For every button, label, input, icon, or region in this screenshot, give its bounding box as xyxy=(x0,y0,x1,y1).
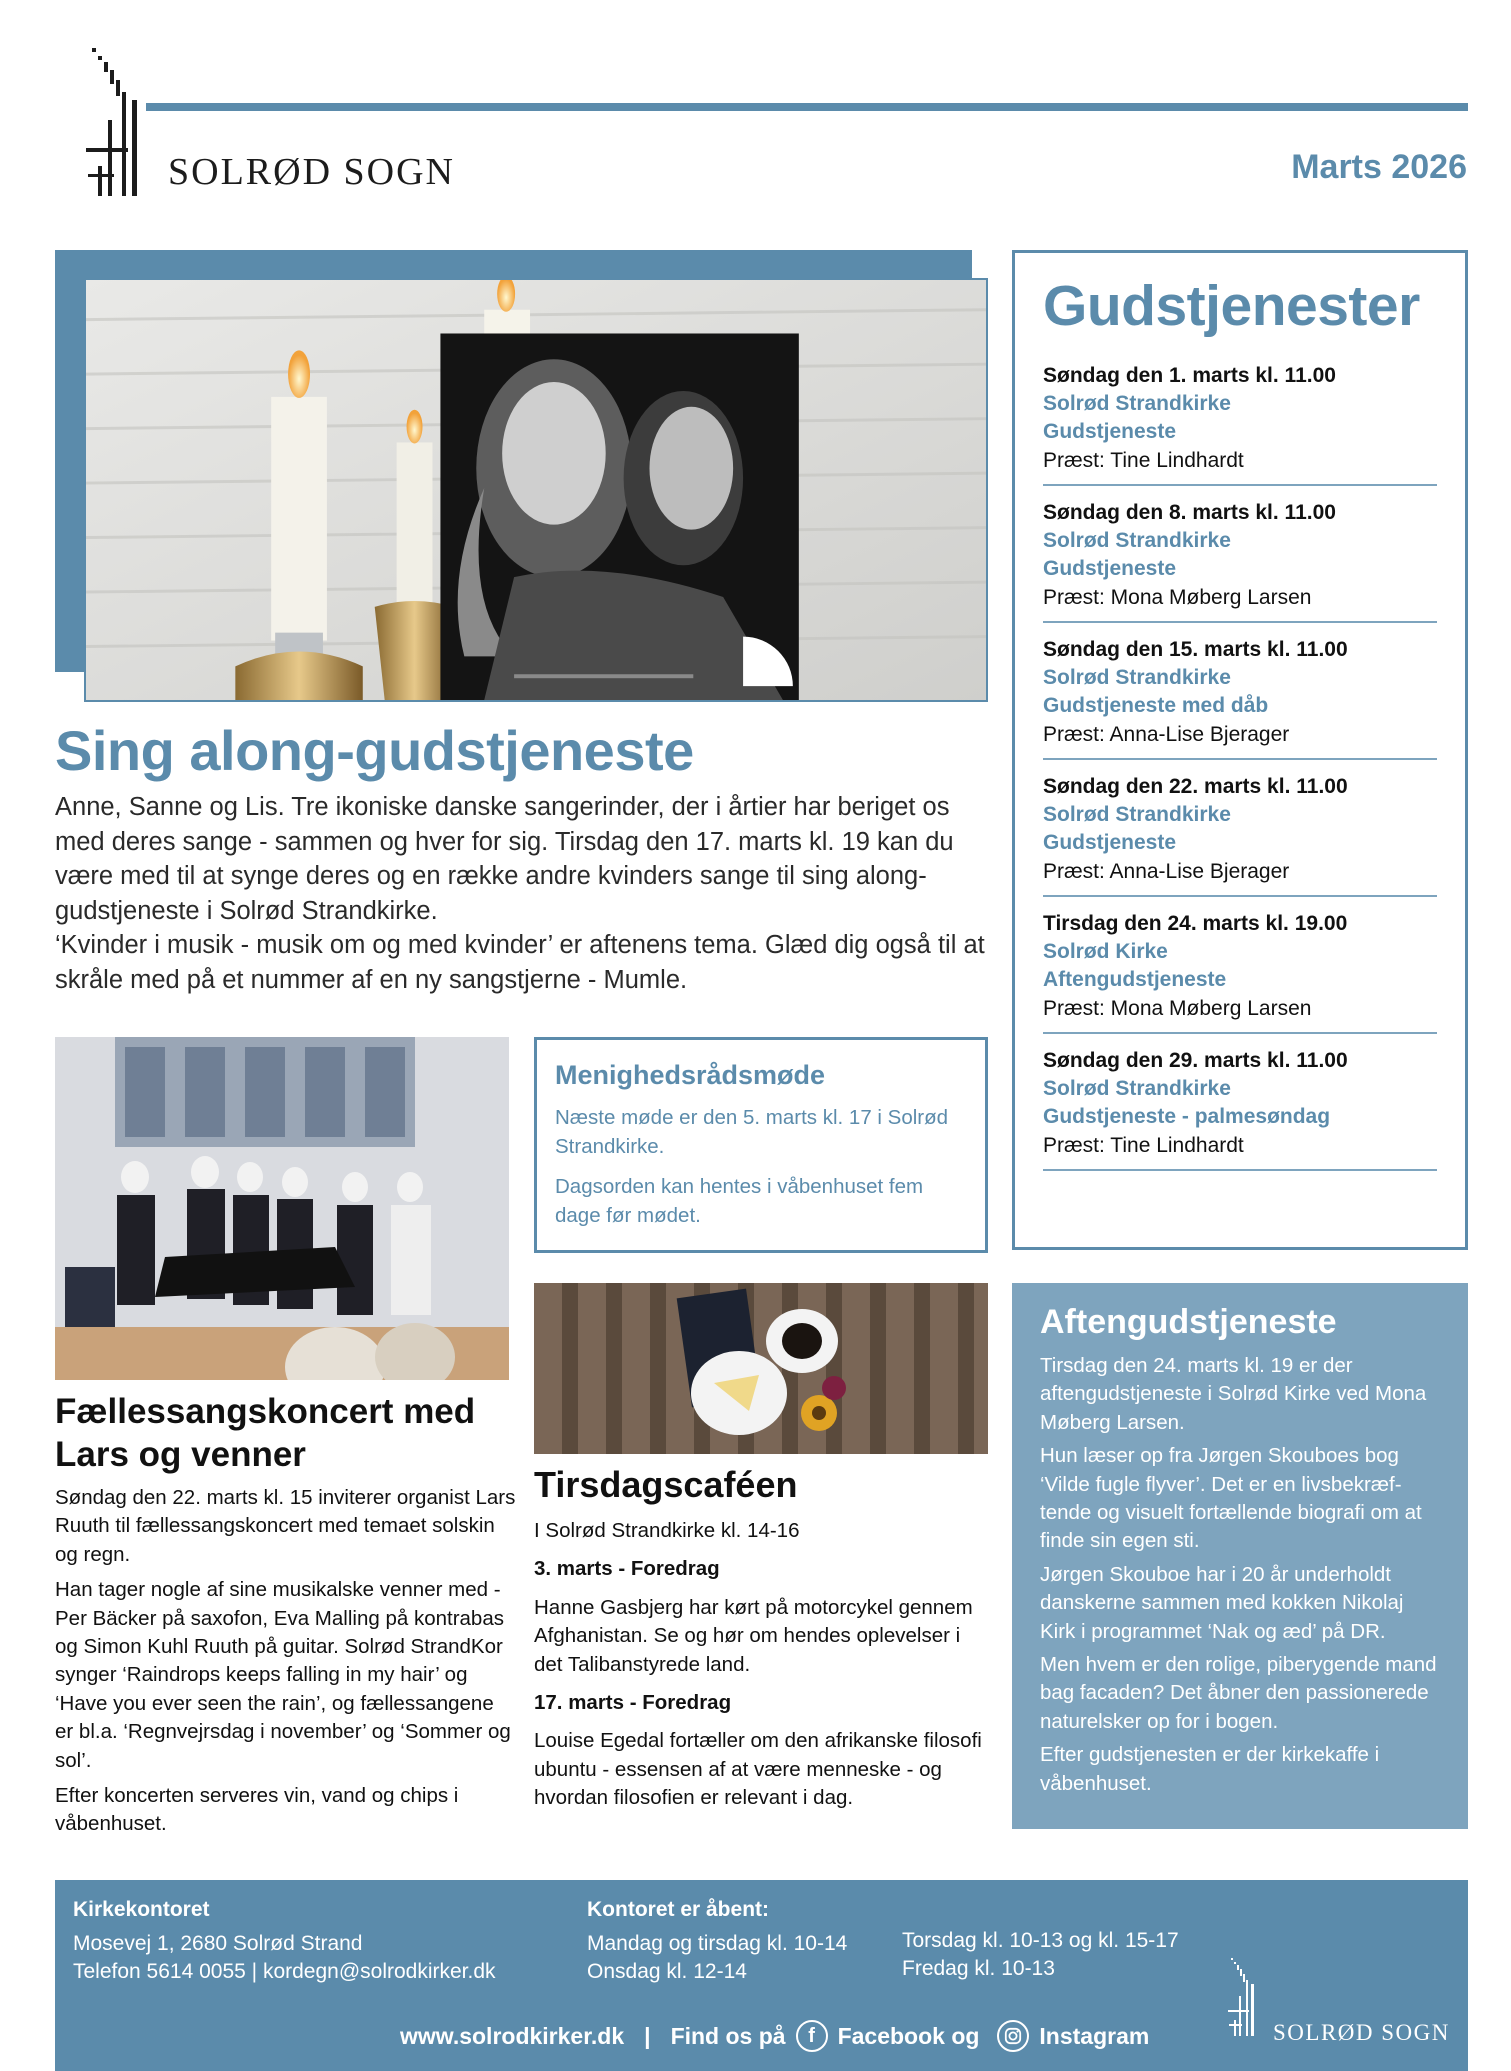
concert-paragraph: Efter koncerten serveres vin, vand og chips i våbenhuset. xyxy=(55,1784,459,1836)
hours-line: Fredag kl. 10-13 xyxy=(902,1957,1055,1981)
cafe-photo xyxy=(534,1283,988,1454)
service-date: Tirsdag den 24. marts kl. 19.00 xyxy=(1043,912,1348,935)
office-heading: Kirkekontoret xyxy=(73,1898,210,1921)
service-type: Gudstjeneste xyxy=(1043,557,1177,580)
facebook-icon[interactable]: f xyxy=(796,2020,828,2052)
service-priest: Præst: Tine Lindhardt xyxy=(1043,1134,1244,1157)
header-rule xyxy=(146,103,1468,111)
office-info xyxy=(73,1898,496,1987)
evening-service-box xyxy=(1012,1283,1468,1829)
concert-paragraph: Han tager nogle af sine musikalske venner med - Per Bäcker på saxofon, Eva Malling på kontrabas og Simon Kuhl Ruuth på guitar. Solrød StrandKor synger ‘Raindrops keeps falling in my hair’ og ‘Have you ever seen the rain’, og fællessangene er bl.a. ‘Regnvejrsdag i november’ og ‘Sommer og sol’. xyxy=(55,1578,511,1772)
footer xyxy=(55,1880,1468,2071)
service-date: Søndag den 1. marts kl. 11.00 xyxy=(1043,364,1336,387)
concert-paragraph: Søndag den 22. marts kl. 15 inviterer organist Lars Ruuth til fællessangskoncert med temaet solskin og regn. xyxy=(55,1486,516,1566)
instagram-icon[interactable] xyxy=(997,2020,1029,2052)
service-date: Søndag den 15. marts kl. 11.00 xyxy=(1043,638,1348,661)
hours-line: Onsdag kl. 12-14 xyxy=(587,1960,747,1984)
office-contact: Telefon 5614 0055 | kordegn@solrodkirker.dk xyxy=(73,1960,496,1984)
cafe-title: Tirsdagscaféen xyxy=(534,1464,798,1505)
service-place: Solrød Strandkirke xyxy=(1043,529,1231,552)
choir-photo xyxy=(55,1037,509,1380)
hours-heading: Kontoret er åbent: xyxy=(587,1898,770,1921)
concert-body xyxy=(55,1484,517,1846)
services-title: Gudstjenester xyxy=(1043,274,1420,338)
website-link[interactable]: www.solrodkirker.dk xyxy=(400,2022,625,2049)
service-entry xyxy=(1043,629,1437,760)
cafe-event-text: Hanne Gasbjerg har kørt på motorcykel gennem Afghanistan. Se og hør om hendes oplevelser i det Talibanstyrede land. xyxy=(534,1595,973,1676)
separator: | xyxy=(644,2022,651,2049)
office-address: Mosevej 1, 2680 Solrød Strand xyxy=(73,1932,363,1955)
council-title: Menighedsrådsmøde xyxy=(555,1060,826,1090)
cafe-subtitle: I Solrød Strandkirke kl. 14-16 xyxy=(534,1519,800,1542)
service-priest: Præst: Anna-Lise Bjerager xyxy=(1043,723,1290,746)
opening-hours xyxy=(587,1898,847,1987)
service-place: Solrød Strandkirke xyxy=(1043,803,1231,826)
services-panel xyxy=(1012,250,1468,1250)
org-name: SOLRØD SOGN xyxy=(168,151,455,193)
facebook-link[interactable]: Facebook og xyxy=(837,2022,980,2049)
logo-icon xyxy=(84,48,144,200)
service-entry xyxy=(1043,903,1437,1034)
hero-photo xyxy=(84,278,988,702)
evening-title: Aftengudstjeneste xyxy=(1040,1303,1337,1341)
evening-paragraph: Efter gudstjenesten er der kirkekaffe i våbenhuset. xyxy=(1040,1743,1380,1795)
cafe-event-heading: 17. marts - Foredrag xyxy=(534,1691,732,1715)
service-type: Gudstjeneste xyxy=(1043,831,1177,854)
service-type: Gudstjeneste xyxy=(1043,420,1177,443)
issue-date: Marts 2026 xyxy=(1291,148,1467,186)
service-place: Solrød Strandkirke xyxy=(1043,392,1231,415)
evening-paragraph: Men hvem er den rolige, piberygende mand bag facaden? Det åbner den passionerede naturelsker op for i bogen. xyxy=(1040,1653,1437,1733)
service-date: Søndag den 29. marts kl. 11.00 xyxy=(1043,1049,1348,1072)
evening-paragraph: Hun læser op fra Jørgen Skouboes bog ‘Vilde fugle flyver’. Det er en livsbekræftende og visuelt fortællende biografi om at finde sin egen sti. xyxy=(1040,1444,1422,1553)
evening-paragraph: Tirsdag den 24. marts kl. 19 er der aftengudstjeneste i Solrød Kirke ved Mona Møberg Larsen. xyxy=(1040,1354,1427,1434)
service-date: Søndag den 22. marts kl. 11.00 xyxy=(1043,775,1348,798)
service-entry xyxy=(1043,492,1437,623)
cafe-event-text: Louise Egedal fortæller om den afrikanske filosofi ubuntu - essensen af at være menneske - og hvordan filosofien er relevant i dag. xyxy=(534,1729,982,1810)
feature-paragraph: ‘Kvinder i musik - musik om og med kvinder’ er aftenens tema. Glæd dig også til at skråle med på et nummer af en ny sangstjerne - Mumle. xyxy=(55,931,985,994)
footer-org-name: SOLRØD SOGN xyxy=(1273,2020,1450,2045)
council-box xyxy=(534,1037,988,1253)
footer-links xyxy=(400,2020,1149,2052)
service-type: Gudstjeneste - palmesøndag xyxy=(1043,1105,1331,1128)
service-priest: Præst: Mona Møberg Larsen xyxy=(1043,997,1312,1020)
service-place: Solrød Kirke xyxy=(1043,940,1168,963)
feature-body xyxy=(55,790,985,997)
service-priest: Præst: Tine Lindhardt xyxy=(1043,449,1244,472)
service-type: Gudstjeneste med dåb xyxy=(1043,694,1269,717)
feature-title: Sing along-gudstjeneste xyxy=(55,719,694,782)
council-text: Dagsorden kan hentes i våbenhuset fem dage før mødet. xyxy=(555,1175,924,1227)
cafe-event-heading: 3. marts - Foredrag xyxy=(534,1557,720,1581)
hours-line: Torsdag kl. 10-13 og kl. 15-17 xyxy=(902,1929,1179,1952)
service-priest: Præst: Anna-Lise Bjerager xyxy=(1043,860,1290,883)
service-place: Solrød Strandkirke xyxy=(1043,666,1231,689)
feature-paragraph: Anne, Sanne og Lis. Tre ikoniske danske sangerinder, der i årtier har beriget os med deres sange - sammen og hver for sig. Tirsdag den 17. marts kl. 19 kan du være med til at synge deres og en række andre kvinders sange til sing along-gudstjeneste i Solrød Strandkirke. xyxy=(55,793,954,925)
service-entry xyxy=(1043,355,1437,486)
council-text: Næste møde er den 5. marts kl. 17 i Solrød Strandkirke. xyxy=(555,1106,949,1158)
service-place: Solrød Strandkirke xyxy=(1043,1077,1231,1100)
service-date: Søndag den 8. marts kl. 11.00 xyxy=(1043,501,1336,524)
find-us-label: Find os på xyxy=(670,2022,786,2049)
service-entry xyxy=(1043,1040,1437,1171)
service-priest: Præst: Mona Møberg Larsen xyxy=(1043,586,1312,609)
opening-hours-2 xyxy=(902,1927,1179,1984)
service-entry xyxy=(1043,766,1437,897)
service-type: Aftengudstjeneste xyxy=(1043,968,1227,991)
cafe-body xyxy=(534,1517,988,1823)
concert-title: Fællessangskoncert med Lars og venner xyxy=(55,1392,476,1474)
hours-line: Mandag og tirsdag kl. 10-14 xyxy=(587,1932,848,1955)
instagram-link[interactable]: Instagram xyxy=(1039,2022,1150,2049)
footer-logo-icon xyxy=(1227,1958,1257,2038)
evening-paragraph: Jørgen Skouboe har i 20 år underholdt danskerne sammen med kokken Nikolaj Kirk i programmet ‘Nak og æd’ på DR. xyxy=(1040,1562,1404,1643)
